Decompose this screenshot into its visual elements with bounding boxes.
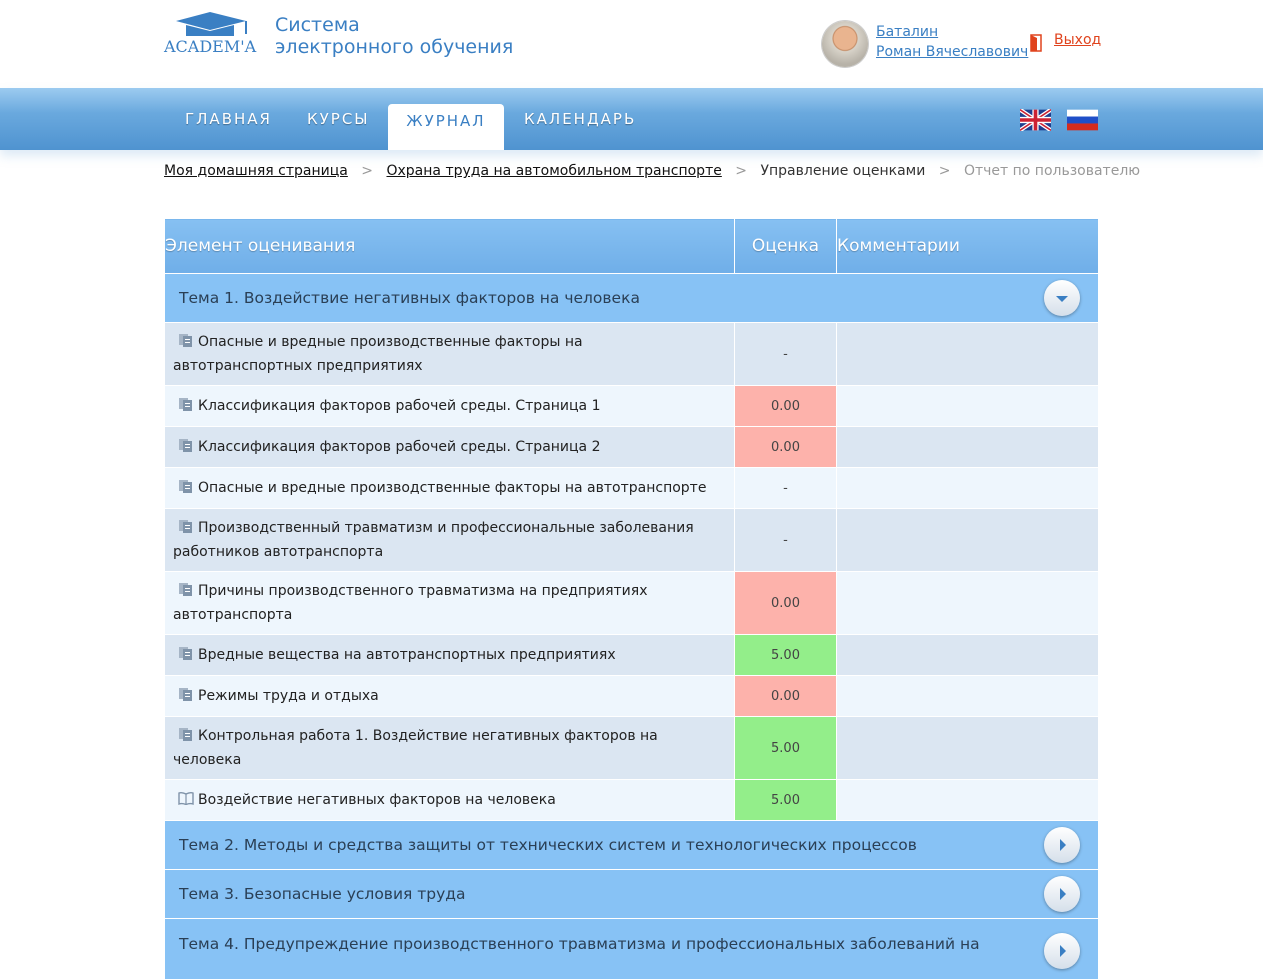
grade-item-cell[interactable] bbox=[165, 676, 735, 717]
book-icon bbox=[178, 791, 194, 805]
topic-title: Тема 1. Воздействие негативных факторов на человека bbox=[179, 289, 640, 307]
page-icon bbox=[178, 727, 194, 741]
avatar[interactable] bbox=[822, 21, 868, 67]
page-icon bbox=[178, 397, 194, 411]
grade-item-name: Классификация факторов рабочей среды. Страница 1 bbox=[198, 398, 601, 414]
topic-row-4[interactable] bbox=[165, 919, 1099, 980]
graduation-cap-icon bbox=[164, 12, 258, 40]
site-title-line2: электронного обучения bbox=[275, 36, 514, 58]
grade-item-name: Опасные и вредные производственные факторы на автотранспортных предприятиях bbox=[173, 334, 583, 374]
comment-cell bbox=[837, 509, 1099, 572]
page-icon bbox=[178, 333, 194, 347]
grade-value: - bbox=[735, 509, 837, 572]
grade-value: 0.00 bbox=[735, 572, 837, 635]
comment-cell bbox=[837, 717, 1099, 780]
page-icon bbox=[178, 687, 194, 701]
grade-item-cell[interactable] bbox=[165, 572, 735, 635]
grade-item-name: Классификация факторов рабочей среды. Страница 2 bbox=[198, 439, 601, 455]
breadcrumb-current: Отчет по пользователю bbox=[963, 163, 1141, 179]
main-navbar bbox=[0, 88, 1263, 150]
grade-value: 0.00 bbox=[735, 676, 837, 717]
chevron-down-icon bbox=[1044, 280, 1080, 316]
grade-item-cell[interactable] bbox=[165, 323, 735, 386]
breadcrumb-section: Управление оценками bbox=[760, 163, 926, 179]
topic-cell bbox=[165, 870, 1099, 919]
comment-cell bbox=[837, 780, 1099, 821]
topic-cell bbox=[165, 821, 1099, 870]
table-row bbox=[165, 468, 1099, 509]
table-row bbox=[165, 386, 1099, 427]
table-row bbox=[165, 676, 1099, 717]
logout-link[interactable]: Выход bbox=[1054, 32, 1102, 48]
topic-cell bbox=[165, 919, 1099, 980]
breadcrumb-separator: > bbox=[735, 163, 748, 179]
grade-item-name: Производственный травматизм и профессиональные заболевания работников автотранспорта bbox=[173, 520, 694, 560]
grade-item-name: Причины производственного травматизма на предприятиях автотранспорта bbox=[173, 583, 648, 623]
nav-courses[interactable]: КУРСЫ bbox=[307, 110, 370, 128]
grade-item-name: Режимы труда и отдыха bbox=[198, 688, 379, 704]
chevron-right-icon bbox=[1044, 933, 1080, 969]
expand-toggle-button[interactable] bbox=[1044, 876, 1080, 912]
comment-cell bbox=[837, 386, 1099, 427]
comment-cell bbox=[837, 635, 1099, 676]
grade-item-cell[interactable] bbox=[165, 635, 735, 676]
topic-title: Тема 2. Методы и средства защиты от технических систем и технологических процессов bbox=[179, 836, 917, 854]
user-last-name: Баталин bbox=[876, 24, 939, 40]
grade-item-cell[interactable] bbox=[165, 427, 735, 468]
grade-item-name: Воздействие негативных факторов на человека bbox=[198, 792, 556, 808]
topic-title: Тема 4. Предупреждение производственного травматизма и профессиональных заболеваний на bbox=[179, 935, 980, 953]
site-title-line1: Система bbox=[275, 14, 360, 36]
grade-value: 5.00 bbox=[735, 717, 837, 780]
breadcrumb-home[interactable]: Моя домашняя страница bbox=[164, 163, 348, 179]
expand-toggle-button[interactable] bbox=[1044, 933, 1080, 969]
user-name-link[interactable] bbox=[876, 22, 1028, 62]
grade-item-name: Опасные и вредные производственные факторы на автотранспорте bbox=[198, 480, 707, 496]
breadcrumb-separator: > bbox=[361, 163, 374, 179]
table-row bbox=[165, 717, 1099, 780]
grade-value: - bbox=[735, 468, 837, 509]
grade-item-cell[interactable] bbox=[165, 780, 735, 821]
comment-cell bbox=[837, 676, 1099, 717]
topic-row-3[interactable] bbox=[165, 870, 1099, 919]
page-icon bbox=[178, 438, 194, 452]
table-header-row bbox=[165, 219, 1099, 274]
grade-value: - bbox=[735, 323, 837, 386]
grade-item-cell[interactable] bbox=[165, 717, 735, 780]
table-row bbox=[165, 635, 1099, 676]
grade-item-cell[interactable] bbox=[165, 509, 735, 572]
header-grade: Оценка bbox=[735, 219, 837, 274]
uk-flag-icon[interactable] bbox=[1020, 109, 1051, 131]
chevron-right-icon bbox=[1044, 876, 1080, 912]
door-exit-icon[interactable] bbox=[1030, 34, 1044, 52]
topic-row-1[interactable] bbox=[165, 274, 1099, 323]
nav-home[interactable]: ГЛАВНАЯ bbox=[185, 110, 272, 128]
comment-cell bbox=[837, 468, 1099, 509]
grade-value: 5.00 bbox=[735, 780, 837, 821]
comment-cell bbox=[837, 572, 1099, 635]
topic-row-2[interactable] bbox=[165, 821, 1099, 870]
grade-item-cell[interactable] bbox=[165, 386, 735, 427]
nav-journal-label: ЖУРНАЛ bbox=[406, 112, 486, 130]
site-title bbox=[275, 14, 513, 58]
user-first-name: Роман Вячеславович bbox=[876, 44, 1029, 60]
grade-value: 0.00 bbox=[735, 386, 837, 427]
grades-table bbox=[164, 218, 1099, 980]
header-comments: Комментарии bbox=[837, 219, 1099, 274]
header bbox=[0, 0, 1263, 88]
page-icon bbox=[178, 519, 194, 533]
table-row bbox=[165, 509, 1099, 572]
topic-title: Тема 3. Безопасные условия труда bbox=[179, 885, 466, 903]
table-row bbox=[165, 323, 1099, 386]
collapse-toggle-button[interactable] bbox=[1044, 280, 1080, 316]
page-icon bbox=[178, 582, 194, 596]
header-grade-item: Элемент оценивания bbox=[165, 219, 735, 274]
grade-item-name: Контрольная работа 1. Воздействие негативных факторов на человека bbox=[173, 728, 658, 768]
page-icon bbox=[178, 479, 194, 493]
breadcrumb-separator: > bbox=[938, 163, 951, 179]
grade-value: 5.00 bbox=[735, 635, 837, 676]
comment-cell bbox=[837, 323, 1099, 386]
academia-logo[interactable] bbox=[164, 12, 260, 58]
table-row bbox=[165, 780, 1099, 821]
table-row bbox=[165, 427, 1099, 468]
ru-flag-icon[interactable] bbox=[1067, 109, 1098, 131]
expand-toggle-button[interactable] bbox=[1044, 827, 1080, 863]
page-icon bbox=[178, 646, 194, 660]
breadcrumb bbox=[164, 163, 1140, 179]
grade-value: 0.00 bbox=[735, 427, 837, 468]
logo-text: ACADEM'A bbox=[164, 37, 257, 56]
comment-cell bbox=[837, 427, 1099, 468]
grade-item-name: Вредные вещества на автотранспортных предприятиях bbox=[198, 647, 616, 663]
nav-calendar[interactable]: КАЛЕНДАРЬ bbox=[524, 110, 637, 128]
topic-cell bbox=[165, 274, 1099, 323]
table-row bbox=[165, 572, 1099, 635]
chevron-right-icon bbox=[1044, 827, 1080, 863]
breadcrumb-course[interactable]: Охрана труда на автомобильном транспорте bbox=[386, 163, 722, 179]
nav-journal[interactable] bbox=[388, 104, 504, 150]
grade-item-cell[interactable] bbox=[165, 468, 735, 509]
